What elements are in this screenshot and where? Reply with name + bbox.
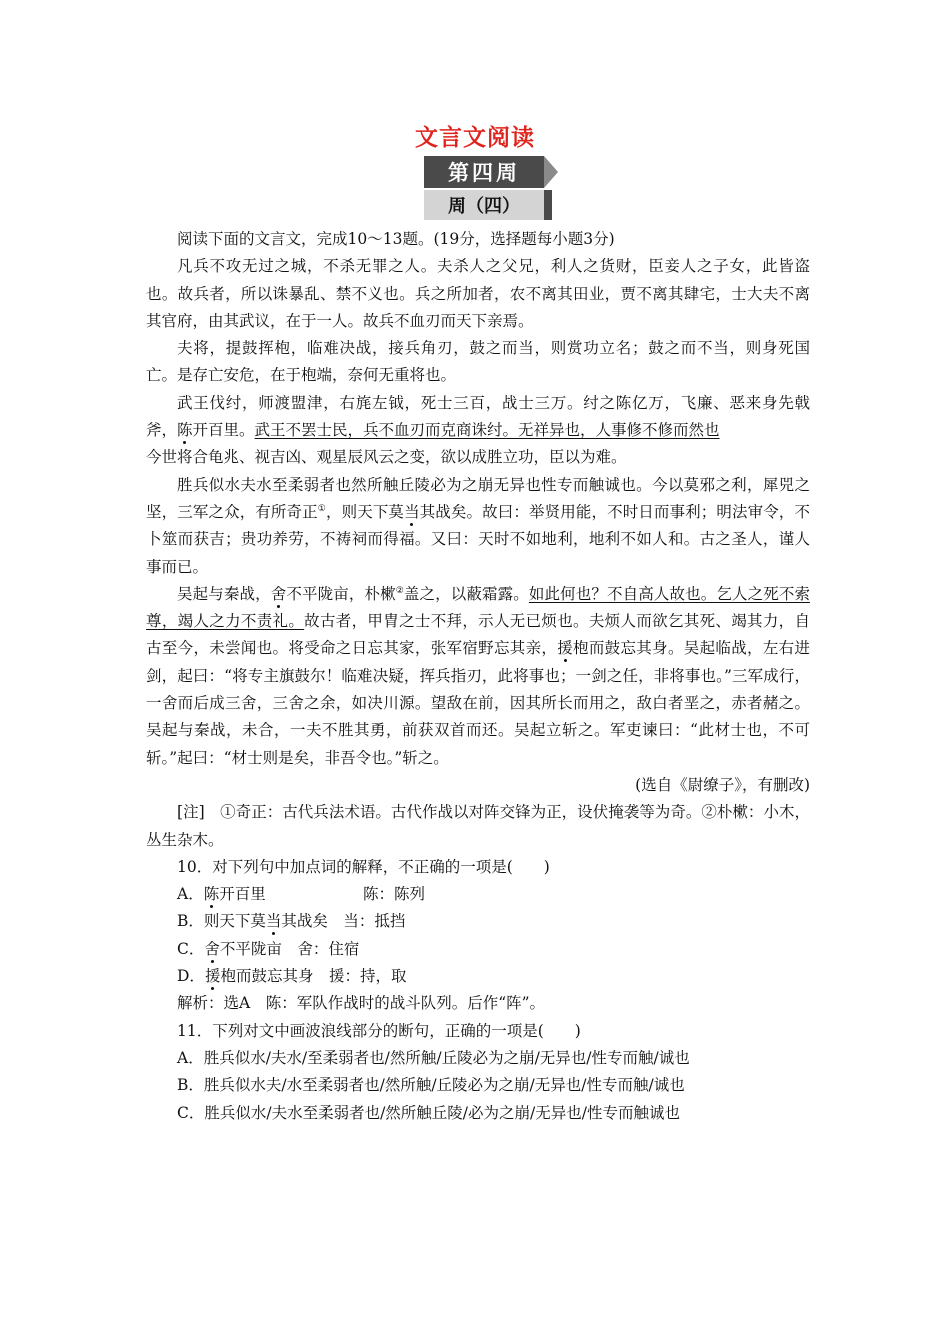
question-10-answer: 解析：选A 陈：军队作战时的战斗队列。后作“阵”。 [177, 994, 546, 1013]
question-10-option-c: C．舍不平陇亩 舍：住宿 [177, 939, 360, 958]
underlined-sentence: 如此何也？不自高人故也。乞人之死不索尊，竭人之力不责礼。 [146, 584, 810, 631]
question-11-option-b: B．胜兵似水夫/水至柔弱者也/然所触/丘陵必为之崩/无异也/性专而触/诚也 [177, 1076, 685, 1095]
dotted-char: 当 [404, 502, 420, 521]
underlined-sentence: 武王不罢士民，兵不血刃而克商诛纣。无祥异也，人事修不修而然也 [254, 421, 720, 440]
week-badge [424, 156, 558, 222]
dotted-char: 援 [557, 639, 574, 658]
question-10-option-d: D．援枹而鼓忘其身 援：持，取 [177, 967, 407, 986]
question-11-stem: 11．下列对文中画波浪线部分的断句，正确的一项是( ) [177, 1021, 581, 1040]
footnotes: [注] ①奇正：古代兵法术语。古代作战以对阵交锋为正，设伏掩袭等为奇。②朴樕：小木，丛生杂木。 [146, 803, 810, 849]
passage-paragraph-3-cont: 今世将合龟兆、视吉凶、观星辰风云之变，欲以成胜立功，臣以为难。 [146, 448, 627, 467]
passage-paragraph-4: 胜兵似水夫水至柔弱者也然所触丘陵必为之崩无异也性专而触诚也。今以莫邪之利，犀兕之坚，三军之众，有所奇正①，则天下莫当其战矣。故曰：举贤用能，不时日而事利；明法审令，不卜筮而获吉；贵功养劳，不祷祠而得福。又曰：天时不如地利，地利不如人和。古之圣人，谨人事而已。 [146, 475, 810, 576]
passage-paragraph-5: 吴起与秦战，舍不平陇亩，朴樕②盖之，以蔽霜露。如此何也？不自高人故也。乞人之死不索尊，竭人之力不责礼。故古者，甲胄之士不拜，示人无已烦也。夫烦人而欲乞其死、竭其力，自古至今，未尝闻也。将受命之日忘其家，张军宿野忘其亲，援枹而鼓忘其身。吴起临战，左右进剑，起曰：“将专主旗鼓尔！临难决疑，挥兵指刃，此将事也；一剑之任，非将事也。”三军成行，一舍而后成三舍，三舍之余，如决川源。望敌在前，因其所长而用之，敌白者垩之，赤者赭之。吴起与秦战，未合，一夫不胜其勇，前获双首而还。吴起立斩之。军吏谏曰：“此材士也，不可斩。”起曰：“材士则是矣，非吾令也。”斩之。 [146, 584, 810, 767]
question-10-option-b: B．则天下莫当其战矣 当：抵挡 [177, 912, 406, 931]
document-body [146, 226, 810, 1127]
question-11-option-c: C．胜兵似水/夫水至柔弱者也/然所触丘陵/必为之崩/无异也/性专而触诚也 [177, 1103, 680, 1122]
question-10-option-a: A．陈开百里 陈：陈列 [177, 885, 426, 904]
question-11-option-a: A．胜兵似水/夫水/至柔弱者也/然所触/丘陵必为之崩/无异也/性专而触/诚也 [177, 1048, 690, 1067]
week-label: 第四周 [424, 156, 544, 188]
passage-paragraph-2: 夫将，提鼓挥枹，临难决战，接兵角刃，鼓之而当，则赏功立名；鼓之而不当，则身死国亡。是存亡安危，在于枹端，奈何无重将也。 [146, 339, 810, 385]
question-10-stem: 10．对下列句中加点词的解释，不正确的一项是( ) [177, 857, 550, 876]
passage-paragraph-1: 凡兵不攻无过之城，不杀无罪之人。夫杀人之父兄，利人之货财，臣妾人之子女，此皆盗也。故兵者，所以诛暴乱、禁不义也。兵之所加者，农不离其田业，贾不离其肆宅，士大夫不离其官府，由其武议，在于一人。故兵不血刃而天下亲焉。 [146, 257, 810, 330]
source-citation: (选自《尉缭子》，有删改) [635, 775, 810, 794]
dotted-char: 舍 [270, 584, 287, 603]
intro-text: 阅读下面的文言文，完成10～13题。(19分，选择题每小题3分) [177, 230, 615, 248]
day-label: 周（四） [424, 190, 544, 220]
page-title: 文言文阅读 [415, 125, 535, 151]
passage-paragraph-3: 武王伐纣，师渡盟津，右旄左钺，死士三百，战士三万。纣之陈亿万，飞廉、恶来身先戟斧，陈开百里。武王不罢士民，兵不血刃而克商诛纣。无祥异也，人事修不修而然也 [146, 393, 810, 440]
dotted-char: 陈 [177, 421, 193, 440]
